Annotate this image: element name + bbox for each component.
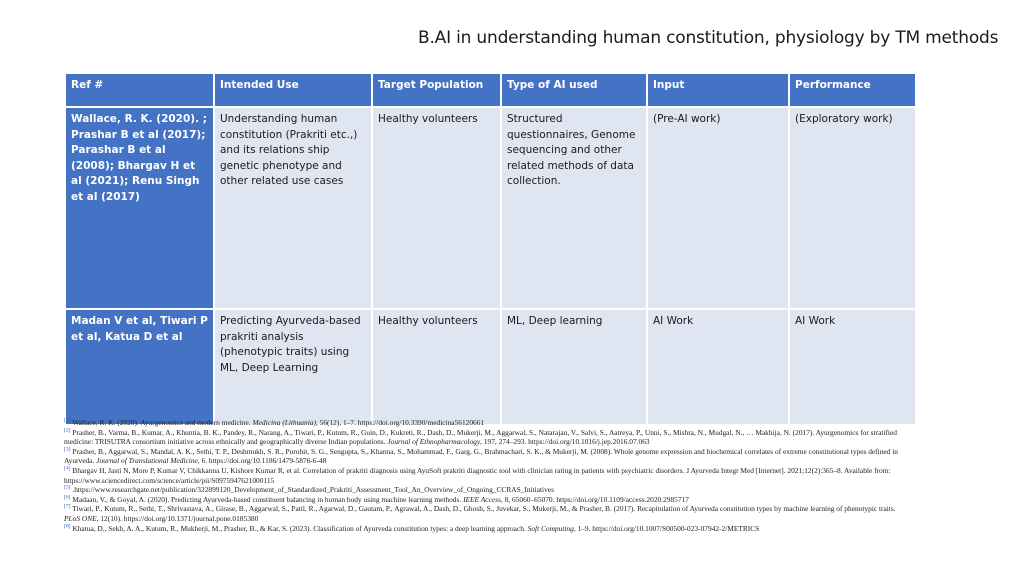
reference-link[interactable]: [6] (64, 494, 71, 501)
intended-use-cell: Understanding human constitution (Prakriti etc.,) and its relations ship genetic phenotype and other related use cases (214, 107, 372, 309)
reference-item: [2] Prasher, B., Varma, B., Kumar, A., Khuntia, B. K., Pandey, R., Narang, A., Tiwari, P., Kutum, R., Guin, D., Kukreti, R., Dash, D., Mukerji, M., Aggarwal, S., Natarajan, V., Salvi, S., Aatreya, P., Unni, S., Mishra, N., Mudgal, N., … Makhija, N. (2017). Ayurgenomics for stratified medicine: TRISUTRA consortium initiative across ethnically and geographically diverse Indian populations. Journal of Ethnopharmacology, 197, 274–293. https://doi.org/10.1016/j.jep.2016.07.063 (64, 427, 897, 447)
reference-item: [7] Tiwari, P., Kutum, R., Sethi, T., Shrivastava, A., Girase, B., Aggarwal, S., Patil, R., Agarwal, D., Gautam, P., Agrawal, A., Dash, D., Ghosh, S., Juvekar, S., Mukerji, M., & Prasher, B. (2017). Recapitulation of Ayurveda constitution types by machine learning of phenotypic traits. PLoS ONE, 12(10). https://doi.org/10.1371/journal.pone.0185380 (64, 503, 896, 523)
target-population-cell: Healthy volunteers (372, 309, 501, 425)
header-ai-type: Type of AI used (501, 73, 647, 107)
table-row (65, 107, 916, 309)
performance-cell: AI Work (789, 309, 916, 425)
ai-studies-table (64, 72, 917, 426)
reference-link[interactable]: [7] (64, 503, 71, 510)
reference-item: [3] Prasher, B., Aggarwal, S., Mandal, A. K., Sethi, T. P., Deshmukh, S. R., Purohit, S. G., Sengupta, S., Khanna, S., Mohammad, F., Garg, G., Brahmachari, S. K., & Mukerji, M. (2008). Whole genome expression and biochemical correlates of extreme constitutional types defined in Ayurveda. Journal of Translational Medicine, 6. https://doi.org/10.1186/1479-5876-6-48 (64, 446, 898, 466)
input-cell: (Pre-AI work) (647, 107, 789, 309)
header-ref: Ref # (65, 73, 214, 107)
reference-link[interactable]: [4] (64, 465, 71, 472)
ref-cell: Wallace, R. K. (2020). ; Prashar B et al (2017); Parashar B et al (2008); Bhargav H et al (2021); Renu Singh et al (2017) (65, 107, 214, 309)
reference-link[interactable]: [8] (64, 523, 71, 530)
ai-type-cell: Structured questionnaires, Genome sequencing and other related methods of data collection. (501, 107, 647, 309)
reference-item: [8] Khatua, D., Sekh, A. A., Kutum, R., Mukherji, M., Prasher, B., & Kar, S. (2023). Classification of Ayurveda constitution types: a deep learning approach. Soft Computing, 1–9. https://doi.org/10.1007/S00500-023-07942-2/METRICS (64, 523, 760, 533)
input-cell: AI Work (647, 309, 789, 425)
ai-type-cell: ML, Deep learning (501, 309, 647, 425)
reference-link[interactable]: [2] (64, 427, 71, 434)
ref-cell: Madan V et al, Tiwari P et al, Katua D et al (65, 309, 214, 425)
intended-use-cell: Predicting Ayurveda-based prakriti analysis (phenotypic traits) using ML, Deep Learning (214, 309, 372, 425)
header-input: Input (647, 73, 789, 107)
slide-title: B.AI in understanding human constitution, physiology by TM methods (418, 28, 999, 48)
reference-item: [5] .https://www.researchgate.net/publication/322899120_Development_of_Standardized_Prakriti_Assessment_Tool_An_Overview_of_Ongoing_CCRAS_Initiatives (64, 484, 554, 495)
reference-link[interactable]: [5] (64, 484, 71, 491)
table-header-row (65, 73, 916, 107)
reference-item: [4] Bhargav H, Jasti N, More P, Kumar V, Chikkanna U, Kishore Kumar R, et al. Correlation of prakriti diagnosis using AyuSoft prakriti diagnostic tool with clinician rating in patients with psychiatric disorders. J Ayurveda Integr Med [Internet]. 2021;12(2):365–8. Available from: https://www.sciencedirect.com/science/article/pii/S0975947621000115 (64, 465, 891, 485)
performance-cell: (Exploratory work) (789, 107, 916, 309)
reference-item: [6] Madaan, V., & Goyal, A. (2020). Predicting Ayurveda-based constituent balancing in human body using machine learning methods. IEEE Access, 8, 65060–65070. https://doi.org/10.1109/access.2020.2985717 (64, 494, 689, 504)
references-list (64, 418, 912, 533)
header-intended-use: Intended Use (214, 73, 372, 107)
reference-item: [1] Wallace, R. K. (2020). Ayurgenomics and modern medicine. Medicina (Lithuania), 56(12), 1–7. https://doi.org/10.3390/medicina56120661 (64, 417, 485, 427)
reference-link[interactable]: [1] (64, 417, 71, 424)
table-row (65, 309, 916, 425)
reference-link[interactable]: [3] (64, 446, 71, 453)
header-performance: Performance (789, 73, 916, 107)
target-population-cell: Healthy volunteers (372, 107, 501, 309)
header-target-population: Target Population (372, 73, 501, 107)
